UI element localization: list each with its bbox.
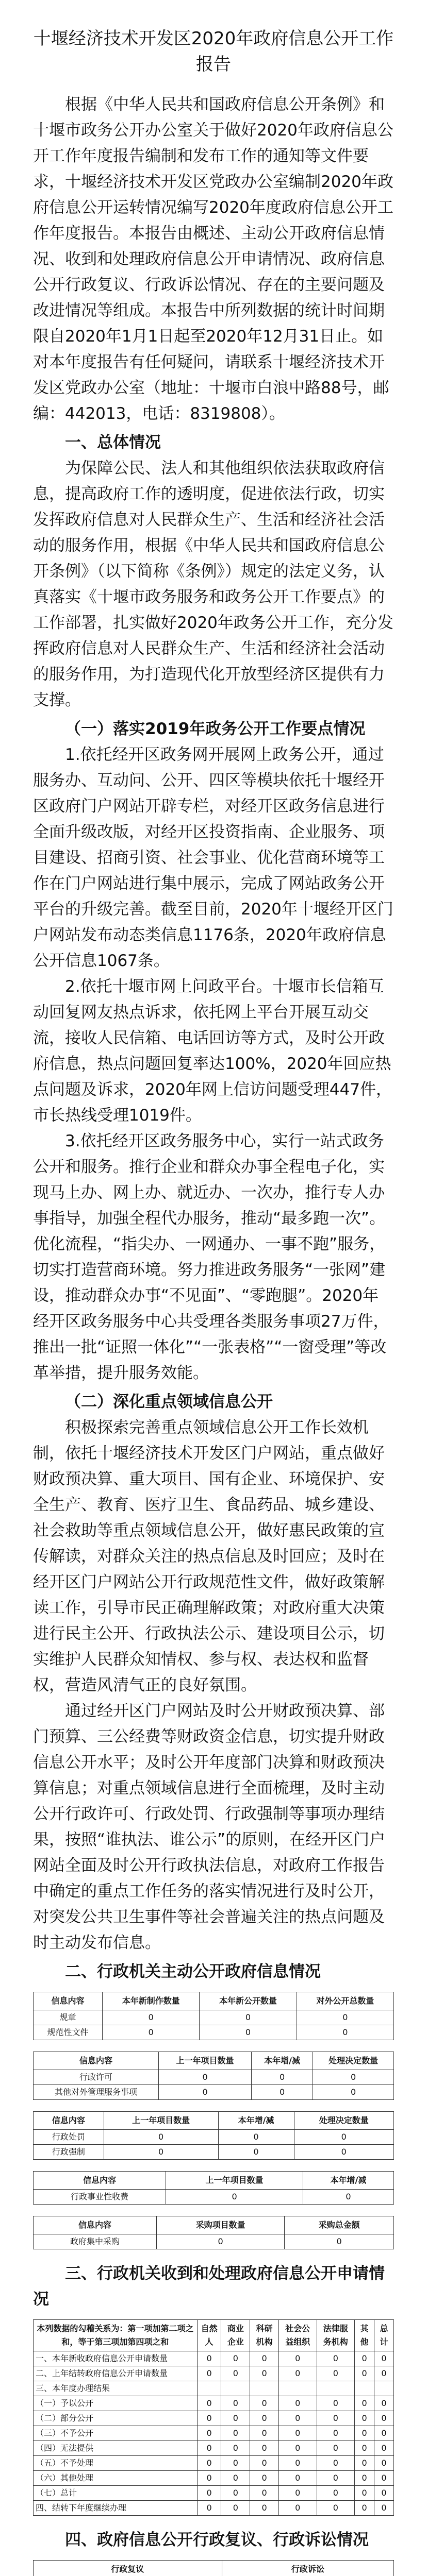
subsection-paragraph: 通过经开区门户网站及时公开财政预决算、部门预算、三公经费等财政资金信息，切实提升财政信息公开水平；及时公开年度部门决算和财政预决算信息；对重点领域信息进行全面梳理，及时主动公开行政许可、行政处罚、行政强制等事项办理结果，按照“谁执法、谁公示”的原则，在经开区门户网站全面及时公开行政执法信息，对政府工作报告中确定的重点工作任务的落实情况进行及时公开，对突发公共卫生事件等社会普遍关注的热点问题及时主动发布信息。: [33, 1702, 386, 1952]
table-cell: 0: [374, 2456, 394, 2471]
table-cell: 0: [221, 2486, 250, 2501]
section-requests: [33, 2261, 394, 2516]
table-cell: 二、上年结转政府信息公开申请数量: [34, 2366, 198, 2381]
requests-table-body: [34, 2351, 394, 2516]
table-cell: [278, 2381, 317, 2396]
table-row: [34, 2130, 394, 2145]
table-cell: 0: [374, 2441, 394, 2456]
table-cell: 一、本年新收政府信息公开申请数量: [34, 2351, 198, 2366]
table-cell: 0: [250, 2471, 279, 2486]
table-cell: 0: [250, 2396, 279, 2411]
table-cell: 0: [317, 2486, 355, 2501]
table-cell: 0: [374, 2351, 394, 2366]
subsection-paragraph: 1.依托经开区政务网开展网上政务公开，通过服务办、互动问、公开、四区等模块依托十堰经开区政府门户网站开辟专栏，对经开区政务信息进行全面升级改版，对经开区投资指南、企业服务、项目建设、招商引资、社会事业、优化营商环境等工作在门户网站进行集中展示，完成了网站政务公开平台的升级完善。截至目前，2020年十堰经开区门户网站发布动态类信息1176条，2020年政府信息公开信息1067条。: [33, 745, 393, 970]
table-cell: 其他对外管理服务事项: [34, 2085, 159, 2100]
table-cell: 0: [278, 2471, 317, 2486]
table-cell: 0: [278, 2501, 317, 2516]
table-header-cell: 法律服务机构: [317, 2320, 355, 2351]
section-b: [33, 1389, 394, 1956]
proactive-table-4: [33, 2171, 394, 2205]
table-cell: 0: [278, 2366, 317, 2381]
table-cell: 0: [317, 2366, 355, 2381]
table-row: [34, 2381, 394, 2396]
subsection-heading: （一）落实2019年政务公开工作要点情况: [65, 720, 366, 738]
table-cell: 0: [355, 2366, 374, 2381]
section-review-litigation: [33, 2527, 394, 2576]
section-heading: 一、总体情况: [65, 433, 161, 452]
table-cell: [374, 2381, 394, 2396]
table-header-cell: 上一年项目数量: [159, 2052, 252, 2070]
table-row: [34, 2010, 394, 2025]
table-cell: [355, 2381, 374, 2396]
section-proactive-disclosure: [33, 1959, 394, 2249]
table-cell: 0: [103, 2010, 200, 2025]
table-header-cell: 总计: [374, 2320, 394, 2351]
table-cell: 0: [374, 2426, 394, 2441]
table-cell: 行政事业性收费: [34, 2190, 166, 2205]
table-header-cell: 本年新公开数量: [200, 1992, 297, 2010]
table-cell: 0: [221, 2441, 250, 2456]
table-cell: 规范性文件: [34, 2025, 103, 2040]
table-cell: 0: [103, 2025, 200, 2040]
section-overview: [33, 430, 394, 713]
table-cell: 0: [197, 2366, 221, 2381]
subsection-paragraph: 积极探索完善重点领域信息公开工作长效机制，依托十堰经济技术开发区门户网站，重点做好财政预决算、重大项目、国有企业、环境保护、安全生产、教育、医疗卫生、食品药品、城乡建设、社会救助等重点领域信息公开，做好惠民政策的宣传解读，对群众关注的热点信息及时回应；及时在经开区门户网站公开行政规范性文件，做好政策解读工作，引导市民正确理解政策；对政府重大决策进行民主公开、行政执法公示、建设项目公示，切实维护人民群众知情权、参与权、表达权和监督权，营造风清气正的良好氛围。: [33, 1418, 385, 1694]
table-row: [34, 2426, 394, 2441]
intro-paragraph: 根据《中华人民共和国政府信息公开条例》和十堰市政务公开办公室关于做好2020年政府信息公开工作年度报告编制和发布工作的通知等文件要求，十堰经济技术开发区党政办公室编制2020年政府信息公开运转情况编写2020年度政府信息公开工作年度报告。本报告由概述、主动公开政府信息情况、收到和处理政府信息公开申请情况、政府信息公开行政复议、行政诉讼情况、存在的主要问题及改进情况等组成。本报告中所列数据的统计时间期限自2020年1月1日起至2020年12月31日止。如对本年度报告有任何疑问，请联系十堰经济技术开发区党政办公室（地址：十堰市白浪中路88号，邮编：442013，电话：8319808）。: [33, 95, 393, 423]
table-header-cell: 本年增/减: [303, 2172, 393, 2190]
table-cell: 0: [250, 2441, 279, 2456]
table-cell: 0: [278, 2486, 317, 2501]
table-cell: 0: [313, 2070, 394, 2085]
table-row: [34, 2351, 394, 2366]
proactive-table-5: [33, 2216, 394, 2249]
proactive-table-1: [33, 1992, 394, 2040]
table-cell: 0: [294, 2145, 393, 2160]
table-cell: 0: [278, 2426, 317, 2441]
table-cell: 0: [278, 2456, 317, 2471]
table-cell: [317, 2381, 355, 2396]
table-cell: 0: [251, 2070, 313, 2085]
table-cell: 0: [221, 2351, 250, 2366]
table-header-cell: 自然人: [197, 2320, 221, 2351]
table-header-cell: 行政诉讼: [222, 2561, 393, 2576]
proactive-table-2: [33, 2052, 394, 2100]
table-cell: （二）部分公开: [34, 2411, 198, 2426]
table-cell: 行政强制: [34, 2145, 104, 2160]
table-header-cell: 信息内容: [34, 2112, 104, 2130]
requests-table: [33, 2319, 394, 2516]
table-cell: 0: [250, 2456, 279, 2471]
table-header-cell: 本年增/减: [251, 2052, 313, 2070]
table-row: [34, 2085, 394, 2100]
table-cell: 0: [221, 2501, 250, 2516]
table-cell: 0: [197, 2411, 221, 2426]
table-cell: 0: [355, 2411, 374, 2426]
table-cell: 0: [294, 2130, 393, 2145]
table-cell: 0: [200, 2025, 297, 2040]
table-cell: 0: [317, 2441, 355, 2456]
table-cell: （七）总计: [34, 2486, 198, 2501]
table-cell: 0: [159, 2085, 252, 2100]
table-row: [34, 2471, 394, 2486]
table-cell: 0: [221, 2471, 250, 2486]
review-litigation-table: [33, 2560, 394, 2576]
table-cell: 0: [251, 2085, 313, 2100]
table-cell: [197, 2381, 221, 2396]
table-cell: 0: [278, 2396, 317, 2411]
table-cell: 0: [250, 2486, 279, 2501]
table-row: [34, 2411, 394, 2426]
table-row: [34, 2396, 394, 2411]
table-header-cell: 商业企业: [221, 2320, 250, 2351]
table-cell: 行政许可: [34, 2070, 159, 2085]
table-cell: 0: [374, 2486, 394, 2501]
table-cell: 0: [197, 2456, 221, 2471]
table-cell: 0: [197, 2501, 221, 2516]
table-cell: 0: [221, 2366, 250, 2381]
table-cell: 规章: [34, 2010, 103, 2025]
table-cell: 0: [278, 2441, 317, 2456]
table-cell: 0: [221, 2456, 250, 2471]
table-row: [34, 2366, 394, 2381]
table-cell: 0: [374, 2366, 394, 2381]
table-header-cell: 社会公益组织: [278, 2320, 317, 2351]
table-header-cell: 行政复议: [34, 2561, 222, 2576]
subsection-heading: （二）深化重点领域信息公开: [65, 1393, 273, 1411]
table-cell: 0: [374, 2396, 394, 2411]
table-cell: 0: [197, 2351, 221, 2366]
table-cell: 0: [285, 2234, 394, 2249]
table-header-cell: 信息内容: [34, 2172, 166, 2190]
table-cell: 0: [197, 2471, 221, 2486]
table-cell: 0: [250, 2351, 279, 2366]
table-cell: [221, 2381, 250, 2396]
table-cell: （三）不予公开: [34, 2426, 198, 2441]
table-cell: 0: [278, 2351, 317, 2366]
table-header-cell: 本年增/减: [218, 2112, 294, 2130]
table-cell: 政府集中采购: [34, 2234, 157, 2249]
table-cell: 0: [218, 2145, 294, 2160]
table-cell: 0: [250, 2366, 279, 2381]
table-cell: 0: [313, 2085, 394, 2100]
table-cell: （五）不予处理: [34, 2456, 198, 2471]
table-cell: 0: [297, 2010, 393, 2025]
table-cell: 0: [250, 2426, 279, 2441]
subsection-paragraph: 2.依托十堰市网上问政平台。十堰市长信箱互动回复网友热点诉求，依托网上平台开展互动交流，接收人民信箱、电话回访等方式，及时公开政府信息，热点问题回复率达100%，2020年回应热点问题及诉求，2020年网上信访问题受理447件，市长热线受理1019件。: [33, 977, 392, 1125]
section-a: [33, 716, 394, 1386]
table-cell: （一）予以公开: [34, 2396, 198, 2411]
table-cell: 0: [197, 2396, 221, 2411]
table-cell: 三、本年度办理结果: [34, 2381, 198, 2396]
table-row: [34, 2234, 394, 2249]
table-cell: 0: [278, 2411, 317, 2426]
table-cell: 0: [317, 2426, 355, 2441]
table-cell: 0: [374, 2411, 394, 2426]
table-cell: 0: [317, 2411, 355, 2426]
table-cell: 0: [157, 2234, 285, 2249]
table-cell: 0: [250, 2411, 279, 2426]
table-header-cell: 上一年项目数量: [166, 2172, 303, 2190]
table-cell: 0: [221, 2411, 250, 2426]
table-row: [34, 2025, 394, 2040]
table-header-cell: 其他: [355, 2320, 374, 2351]
table-cell: 0: [166, 2190, 303, 2205]
table-cell: 0: [303, 2190, 393, 2205]
table-cell: 0: [374, 2501, 394, 2516]
table-cell: 0: [317, 2351, 355, 2366]
table-cell: 0: [355, 2486, 374, 2501]
table-cell: 0: [355, 2456, 374, 2471]
table-cell: 四、结转下年度继续办理: [34, 2501, 198, 2516]
table-row: [34, 2486, 394, 2501]
table-cell: 0: [197, 2441, 221, 2456]
table-row: [34, 2501, 394, 2516]
table-row: [34, 2456, 394, 2471]
section-heading: 四、政府信息公开行政复议、行政诉讼情况: [65, 2531, 369, 2549]
table-header-cell: 信息内容: [34, 2216, 157, 2234]
table-cell: 0: [317, 2501, 355, 2516]
page-title: 十堰经济技术开发区2020年政府信息公开工作报告: [33, 28, 394, 75]
table-cell: 0: [317, 2456, 355, 2471]
table-cell: 0: [218, 2130, 294, 2145]
table-cell: 0: [221, 2426, 250, 2441]
section-heading: 二、行政机关主动公开政府信息情况: [65, 1962, 321, 1981]
table-cell: 0: [200, 2010, 297, 2025]
table-cell: 0: [159, 2070, 252, 2085]
table-header-cell: 处理决定数量: [313, 2052, 394, 2070]
table-row: [34, 2190, 394, 2205]
table-header-cell: 处理决定数量: [294, 2112, 393, 2130]
table-header-cell: 采购总金额: [285, 2216, 394, 2234]
table-cell: （六）其他处理: [34, 2471, 198, 2486]
table-cell: 0: [374, 2471, 394, 2486]
table-cell: 0: [317, 2396, 355, 2411]
table-cell: 0: [355, 2396, 374, 2411]
table-cell: 0: [355, 2501, 374, 2516]
table-header-cell: 信息内容: [34, 2052, 159, 2070]
table-cell: 0: [355, 2426, 374, 2441]
table-row: [34, 2441, 394, 2456]
table-header-cell: 对外公开总数量: [297, 1992, 393, 2010]
table-cell: 0: [355, 2441, 374, 2456]
table-header-cell: 科研机构: [250, 2320, 279, 2351]
table-cell: 0: [197, 2486, 221, 2501]
table-cell: 0: [250, 2501, 279, 2516]
proactive-table-3: [33, 2111, 394, 2160]
section-heading: 三、行政机关收到和处理政府信息公开申请情况: [33, 2264, 385, 2309]
table-cell: 0: [355, 2351, 374, 2366]
table-cell: 0: [297, 2025, 393, 2040]
table-cell: 0: [197, 2426, 221, 2441]
table-cell: 0: [104, 2130, 218, 2145]
table-row: [34, 2145, 394, 2160]
table-header-cell: 本列数据的勾稽关系为：第一项加第二项之和，等于第三项加第四项之和: [34, 2320, 198, 2351]
table-header-cell: 本年新制作数量: [103, 1992, 200, 2010]
table-cell: [250, 2381, 279, 2396]
table-cell: 行政处罚: [34, 2130, 104, 2145]
table-header-cell: 采购项目数量: [157, 2216, 285, 2234]
table-cell: 0: [355, 2471, 374, 2486]
table-header-cell: 上一年项目数量: [104, 2112, 218, 2130]
table-cell: （四）无法提供: [34, 2441, 198, 2456]
section-paragraph: 为保障公民、法人和其他组织依法获取政府信息，提高政府工作的透明度，促进依法行政，切实发挥政府信息对人民群众生产、生活和经济社会活动的服务作用，根据《中华人民共和国政府信息公开条例》（以下简称《条例》）规定的法定义务，认真落实《十堰市政务服务和政务公开工作要点》的工作部署，扎实做好2020年政务公开工作，充分发挥政府信息对人民群众生产、生活和经济社会活动的服务作用，为打造现代化开放型经济区提供有力支撑。: [33, 459, 393, 709]
table-cell: 0: [104, 2145, 218, 2160]
table-header-cell: 信息内容: [34, 1992, 103, 2010]
table-row: [34, 2070, 394, 2085]
table-cell: 0: [221, 2396, 250, 2411]
table-cell: 0: [317, 2471, 355, 2486]
subsection-paragraph: 3.依托经开区政务服务中心，实行一站式政务公开和服务。推行企业和群众办事全程电子化，实现马上办、网上办、就近办、一次办，推行专人办事指导，加强全程代办服务，推动“最多跑一次”。优化流程，“指尖办、一网通办、一事不跑”服务，切实打造营商环境。努力推进政务服务“一张网”建设，推动群众办事“不见面”、“零跑腿”。2020年经开区政务服务中心共受理各类服务事项27万件，推出一批“证照一体化”“一张表格”“一窗受理”等改革举措，提升服务效能。: [33, 1132, 389, 1382]
